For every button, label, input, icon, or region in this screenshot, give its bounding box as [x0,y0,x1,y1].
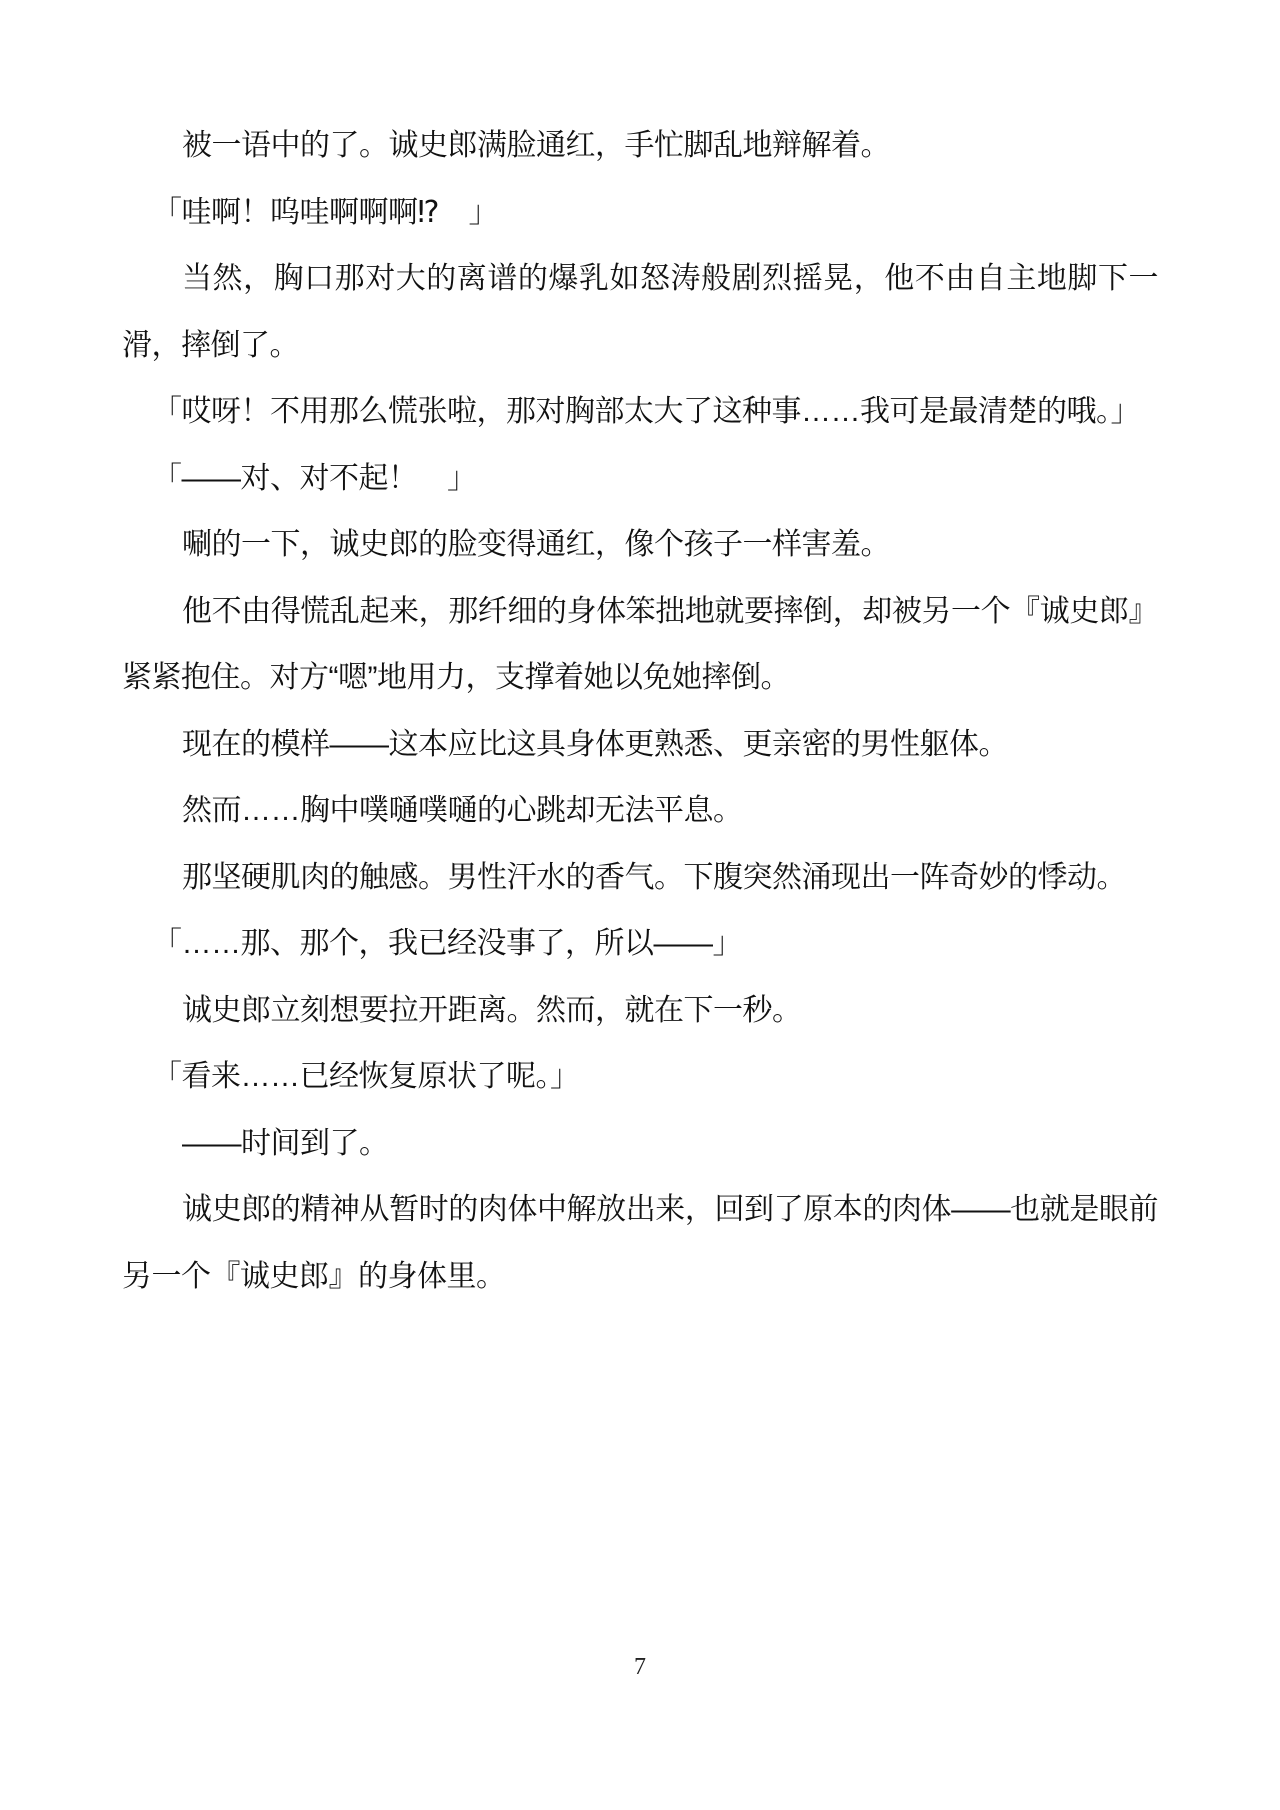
dialogue-paragraph: 「——对、对不起！ 」 [152,461,477,495]
narration-paragraph: 那坚硬肌肉的触感。男性汗水的香气。下腹突然涌现出一阵奇妙的悸动。 [182,860,1126,894]
narration-paragraph: 唰的一下，诚史郎的脸变得通红，像个孩子一样害羞。 [182,528,890,561]
narration-paragraph: 诚史郎的精神从暂时的肉体中解放出来，回到了原本的肉体——也就是眼前另一个『诚史郎』的身体里。 [122,1193,1158,1293]
narration-paragraph: 现在的模样——这本应比这具身体更熟悉、更亲密的男性躯体。 [182,727,1008,761]
dialogue-paragraph: 「哇啊！呜哇啊啊啊⁉ 」 [152,195,498,229]
page-number: 7 [634,1654,646,1680]
narration-paragraph: ——时间到了。 [182,1126,389,1160]
dialogue-paragraph: 「哎呀！不用那么慌张啦，那对胸部太大了这种事……我可是最清楚的哦。」 [152,395,1140,428]
narration-paragraph: 他不由得慌乱起来，那纤细的身体笨拙地就要摔倒，却被另一个『诚史郎』紧紧抱住。对方“嗯”地用力，支撑着她以免她摔倒。 [122,594,1158,694]
narration-paragraph: 诚史郎立刻想要拉开距离。然而，就在下一秒。 [182,993,802,1027]
narration-paragraph: 当然，胸口那对大的离谱的爆乳如怒涛般剧烈摇晃，他不由自主地脚下一滑，摔倒了。 [122,262,1158,362]
dialogue-paragraph: 「看来……已经恢复原状了呢。」 [152,1060,580,1093]
page-text [122,113,1158,1310]
narration-paragraph: 然而……胸中噗嗵噗嗵的心跳却无法平息。 [182,794,743,827]
narration-paragraph: 被一语中的了。诚史郎满脸通红，手忙脚乱地辩解着。 [182,129,890,162]
dialogue-paragraph: 「……那、那个，我已经没事了，所以——」 [152,927,742,960]
